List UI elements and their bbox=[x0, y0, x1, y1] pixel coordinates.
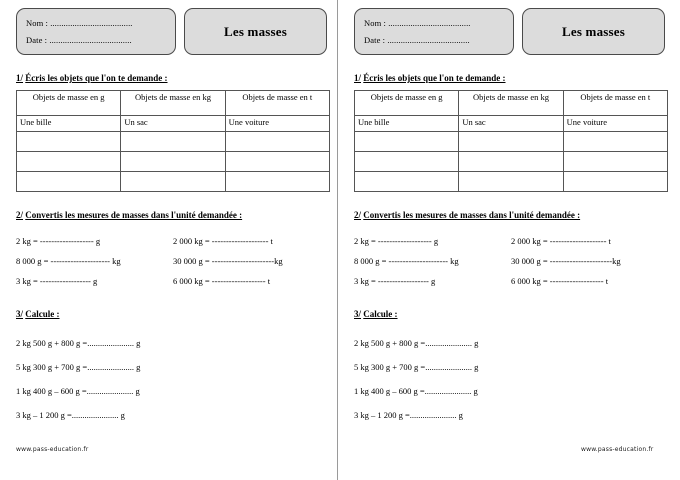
exercise-2-heading-left bbox=[16, 210, 330, 220]
table-header-cell-kg: Objets de masse en kg bbox=[121, 91, 225, 116]
exercise-3-instruction-right: Calcule : bbox=[363, 309, 398, 319]
table-header-cell-g: Objets de masse en g bbox=[17, 91, 121, 116]
conversion-row bbox=[16, 251, 330, 271]
calculation-line[interactable]: 2 kg 500 g + 800 g =...................... g bbox=[16, 338, 141, 348]
identity-box-right bbox=[354, 8, 514, 55]
table-cell[interactable] bbox=[355, 152, 459, 172]
exercise-2-instruction-right: Convertis les mesures de masses dans l'unité demandée : bbox=[363, 210, 581, 220]
table-cell[interactable] bbox=[563, 172, 667, 192]
conversion-item[interactable]: 2 kg = ------------------- g bbox=[354, 236, 439, 246]
conversion-row bbox=[354, 251, 672, 271]
name-field-label-right[interactable]: Nom : ..................................... bbox=[364, 18, 471, 28]
conversion-item[interactable]: 8 000 g = --------------------- kg bbox=[354, 256, 459, 266]
objects-table-right bbox=[354, 90, 668, 192]
table-cell[interactable] bbox=[17, 152, 121, 172]
exercise-1-number-left: 1/ bbox=[16, 73, 24, 83]
calculation-line[interactable]: 5 kg 300 g + 700 g =...................... g bbox=[16, 362, 141, 372]
worksheet-copy-right bbox=[340, 0, 680, 480]
conversion-item[interactable]: 2 000 kg = -------------------- t bbox=[511, 236, 611, 246]
calculation-line[interactable]: 1 kg 400 g – 600 g =...................... g bbox=[354, 386, 478, 396]
table-row bbox=[17, 172, 330, 192]
exercise-1-instruction-left: Écris les objets que l'on te demande : bbox=[25, 73, 168, 83]
conversion-item[interactable]: 2 kg = ------------------- g bbox=[16, 236, 101, 246]
table-cell[interactable] bbox=[121, 132, 225, 152]
table-row bbox=[17, 116, 330, 132]
exercise-2-heading-right bbox=[354, 210, 672, 220]
worksheet-header-left bbox=[16, 8, 330, 60]
exercise-3-heading-left bbox=[16, 309, 330, 319]
identity-box-left bbox=[16, 8, 176, 55]
table-cell[interactable] bbox=[17, 172, 121, 192]
footer-url-right[interactable]: www.pass-education.fr bbox=[581, 446, 654, 453]
table-cell[interactable]: Une voiture bbox=[563, 116, 667, 132]
conversion-item[interactable]: 30 000 g = ----------------------kg bbox=[173, 256, 283, 266]
conversion-item[interactable]: 6 000 kg = ------------------- t bbox=[511, 276, 609, 286]
calculation-line[interactable]: 1 kg 400 g – 600 g =...................... g bbox=[16, 386, 140, 396]
conversion-row bbox=[354, 271, 672, 291]
table-cell[interactable] bbox=[225, 152, 329, 172]
worksheet-header-right bbox=[354, 8, 672, 60]
table-row bbox=[355, 172, 668, 192]
table-cell[interactable] bbox=[459, 132, 563, 152]
conversion-row bbox=[354, 231, 672, 251]
table-header-row bbox=[355, 91, 668, 116]
exercise-2-instruction-left: Convertis les mesures de masses dans l'unité demandée : bbox=[25, 210, 243, 220]
conversion-row bbox=[16, 231, 330, 251]
footer-url-left[interactable]: www.pass-education.fr bbox=[16, 446, 89, 453]
table-row bbox=[355, 116, 668, 132]
exercise-1-number-right: 1/ bbox=[354, 73, 362, 83]
table-cell[interactable]: Une bille bbox=[17, 116, 121, 132]
exercise-3-heading-right bbox=[354, 309, 672, 319]
calculation-line[interactable]: 3 kg – 1 200 g =...................... g bbox=[16, 410, 125, 420]
table-cell[interactable] bbox=[563, 132, 667, 152]
table-cell[interactable] bbox=[17, 132, 121, 152]
table-row bbox=[17, 132, 330, 152]
exercise-1-heading-right bbox=[354, 73, 672, 83]
table-cell[interactable] bbox=[225, 132, 329, 152]
table-header-cell-t: Objets de masse en t bbox=[563, 91, 667, 116]
exercise-1-instruction-right: Écris les objets que l'on te demande : bbox=[363, 73, 506, 83]
calculation-line[interactable]: 3 kg – 1 200 g =...................... g bbox=[354, 410, 463, 420]
conversion-item[interactable]: 8 000 g = --------------------- kg bbox=[16, 256, 121, 266]
table-cell[interactable] bbox=[355, 172, 459, 192]
worksheet-title-right: Les masses bbox=[561, 23, 626, 39]
table-row bbox=[355, 132, 668, 152]
worksheet-title-left: Les masses bbox=[223, 23, 288, 39]
table-row bbox=[355, 152, 668, 172]
conversion-item[interactable]: 3 kg = ------------------ g bbox=[16, 276, 98, 286]
exercise-1-heading-left bbox=[16, 73, 330, 83]
table-cell[interactable]: Un sac bbox=[121, 116, 225, 132]
table-cell[interactable] bbox=[459, 172, 563, 192]
date-field-label-left[interactable]: Date : ..................................... bbox=[26, 35, 132, 45]
conversion-item[interactable]: 6 000 kg = ------------------- t bbox=[173, 276, 271, 286]
exercise-2-number-left: 2/ bbox=[16, 210, 24, 220]
name-field-label-left[interactable]: Nom : ..................................... bbox=[26, 18, 133, 28]
table-header-row bbox=[17, 91, 330, 116]
table-header-cell-t: Objets de masse en t bbox=[225, 91, 329, 116]
calculation-line[interactable]: 5 kg 300 g + 700 g =...................... g bbox=[354, 362, 479, 372]
exercise-3-instruction-left: Calcule : bbox=[25, 309, 60, 319]
table-cell[interactable] bbox=[225, 172, 329, 192]
objects-table-left bbox=[16, 90, 330, 192]
table-header-cell-kg: Objets de masse en kg bbox=[459, 91, 563, 116]
conversion-row bbox=[16, 271, 330, 291]
conversion-item[interactable]: 30 000 g = ----------------------kg bbox=[511, 256, 621, 266]
table-cell[interactable] bbox=[121, 152, 225, 172]
exercise-3-number-right: 3/ bbox=[354, 309, 362, 319]
table-row bbox=[17, 152, 330, 172]
table-cell[interactable]: Une bille bbox=[355, 116, 459, 132]
table-cell[interactable] bbox=[355, 132, 459, 152]
table-cell[interactable] bbox=[459, 152, 563, 172]
table-cell[interactable] bbox=[563, 152, 667, 172]
table-cell[interactable] bbox=[121, 172, 225, 192]
exercise-2-number-right: 2/ bbox=[354, 210, 362, 220]
table-header-cell-g: Objets de masse en g bbox=[355, 91, 459, 116]
date-field-label-right[interactable]: Date : ..................................... bbox=[364, 35, 470, 45]
worksheet-title-box-left bbox=[184, 8, 327, 55]
conversion-item[interactable]: 2 000 kg = -------------------- t bbox=[173, 236, 273, 246]
table-cell[interactable]: Un sac bbox=[459, 116, 563, 132]
calculation-line[interactable]: 2 kg 500 g + 800 g =...................... g bbox=[354, 338, 479, 348]
exercise-3-number-left: 3/ bbox=[16, 309, 24, 319]
worksheet-title-box-right bbox=[522, 8, 665, 55]
table-cell[interactable]: Une voiture bbox=[225, 116, 329, 132]
conversion-item[interactable]: 3 kg = ------------------ g bbox=[354, 276, 436, 286]
